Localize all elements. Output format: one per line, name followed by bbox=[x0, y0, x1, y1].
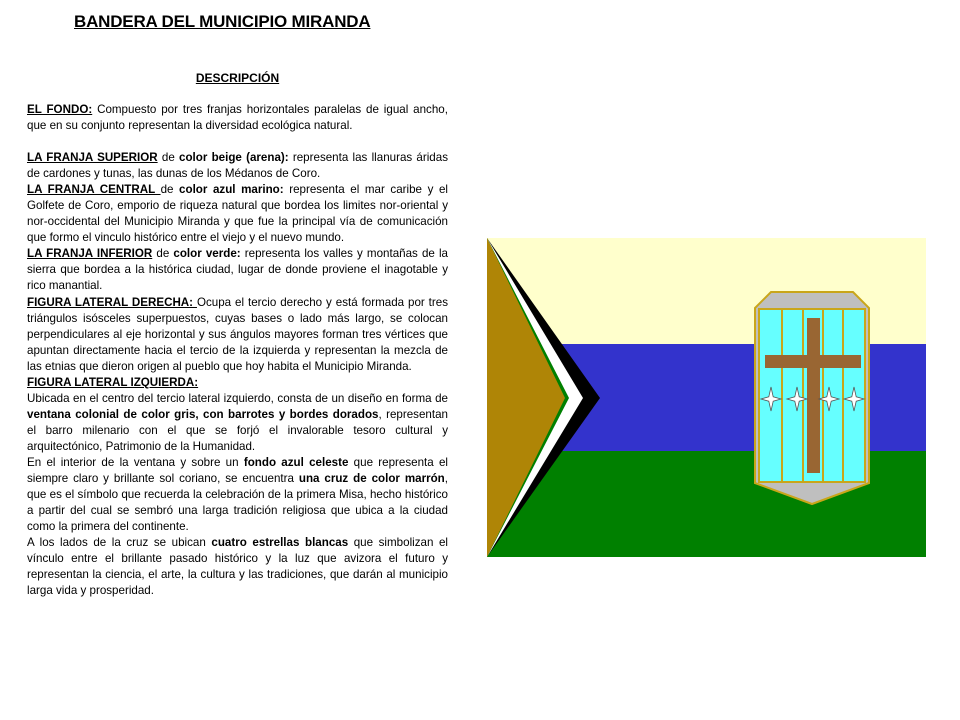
cross-vertical-bar bbox=[807, 318, 820, 473]
text-figura-derecha: Ocupa el tercio derecho y está formada por tres triángulos isósceles superpuestos, cuyas bases o lado más largo, se colocan perpendiculares al eje horizontal y sus ángulos mayores forman tres vértices que apuntan directamente hacia el tercio de la izquierda y representan la mezcla de las etnias que dieron origen al pueblo que hoy habita el Municipio Miranda. bbox=[27, 295, 449, 373]
description-body bbox=[27, 102, 448, 599]
bold-izq-p2-1: fondo azul celeste bbox=[243, 455, 349, 469]
text-franja-superior-2: representa las llanuras áridas de cardones y tunas, las dunas de los Médanos de Coro. bbox=[27, 151, 449, 181]
paragraph-figura-izquierda-heading bbox=[27, 375, 448, 391]
text-fondo: Compuesto por tres franjas horizontales paralelas de igual ancho, que en su conjunto representan la diversidad ecológica natural. bbox=[27, 103, 448, 133]
bold-izq-p2-2: una cruz de color marrón bbox=[298, 472, 445, 486]
text-franja-superior-1: de bbox=[157, 151, 180, 165]
text-franja-inferior-1: de bbox=[152, 247, 174, 261]
paragraph-franja-inferior bbox=[27, 246, 448, 294]
cross-horizontal-bar bbox=[765, 355, 861, 368]
paragraph-franja-superior bbox=[27, 150, 448, 182]
paragraph-franja-central bbox=[27, 182, 448, 246]
label-franja-superior: LA FRANJA SUPERIOR bbox=[27, 151, 158, 165]
label-fondo: EL FONDO: bbox=[27, 103, 93, 116]
bold-izq-p3-1: cuatro estrellas blancas bbox=[211, 536, 349, 550]
text-izq-p1-1: Ubicada en el centro del tercio lateral izquierdo, consta de un diseño en forma de bbox=[27, 391, 448, 405]
bold-franja-superior: color beige (arena): bbox=[179, 151, 289, 165]
label-figura-derecha: FIGURA LATERAL DERECHA: bbox=[27, 295, 197, 309]
text-franja-central-2: representa el mar caribe y el Golfete de Coro, emporio de riqueza natural que bordea los limites nor-oriental y nor-occidental del Municipio Miranda y que fue la principal vía de comunicación que formo el vinculo histórico entre el viejo y el nuevo mundo. bbox=[27, 183, 448, 245]
text-izq-p1-2: , representan el barro milenario con el que se forjó el invalorable tesoro cultural y arquitectónico, Patrimonio de la Humanidad. bbox=[27, 407, 448, 453]
text-izq-p3-2: que simbolizan el vínculo entre el brillante pasado histórico y la luz que avizora el futuro y representan la ciencia, el arte, la cultura y las tradiciones, que darán al municipio larga vida y prosperidad. bbox=[27, 536, 448, 598]
label-franja-central: LA FRANJA CENTRAL bbox=[27, 183, 161, 197]
paragraph-fondo bbox=[27, 102, 448, 134]
paragraph-izquierda-2 bbox=[27, 455, 448, 535]
bold-franja-central: color azul marino: bbox=[179, 183, 284, 197]
text-izq-p2-3: , que es el símbolo que recuerda la celebración de la primera Misa, hecho histórico a partir del cual se sembró una larga tradición religiosa que ubica a la ciudad como la primera del continente. bbox=[27, 472, 448, 534]
text-izq-p2-1: En el interior de la ventana y sobre un bbox=[27, 455, 244, 469]
document-title: BANDERA DEL MUNICIPIO MIRANDA bbox=[74, 12, 371, 31]
colonial-window bbox=[755, 292, 869, 504]
text-franja-central-1: de bbox=[160, 183, 180, 197]
bold-izq-p1-1: ventana colonial de color gris, con barrotes y bordes dorados bbox=[27, 407, 379, 421]
paragraph-izquierda-1 bbox=[27, 391, 448, 455]
paragraph-figura-derecha bbox=[27, 295, 448, 375]
text-franja-inferior-2: representa los valles y montañas de la sierra que bordea a la histórica ciudad, lugar de donde proviene el inagotable y rico manantial. bbox=[27, 247, 448, 293]
text-izq-p3-1: A los lados de la cruz se ubican bbox=[27, 536, 212, 550]
label-franja-inferior: LA FRANJA INFERIOR bbox=[27, 247, 153, 261]
label-figura-izquierda: FIGURA LATERAL IZQUIERDA: bbox=[27, 375, 199, 389]
bold-franja-inferior: color verde: bbox=[173, 247, 241, 261]
text-izq-p2-2: que representa el siempre claro y brillante sol coriano, se encuentra bbox=[27, 455, 448, 486]
miranda-flag-image bbox=[487, 238, 926, 557]
description-heading: DESCRIPCIÓN bbox=[195, 71, 280, 85]
paragraph-izquierda-3 bbox=[27, 535, 448, 599]
